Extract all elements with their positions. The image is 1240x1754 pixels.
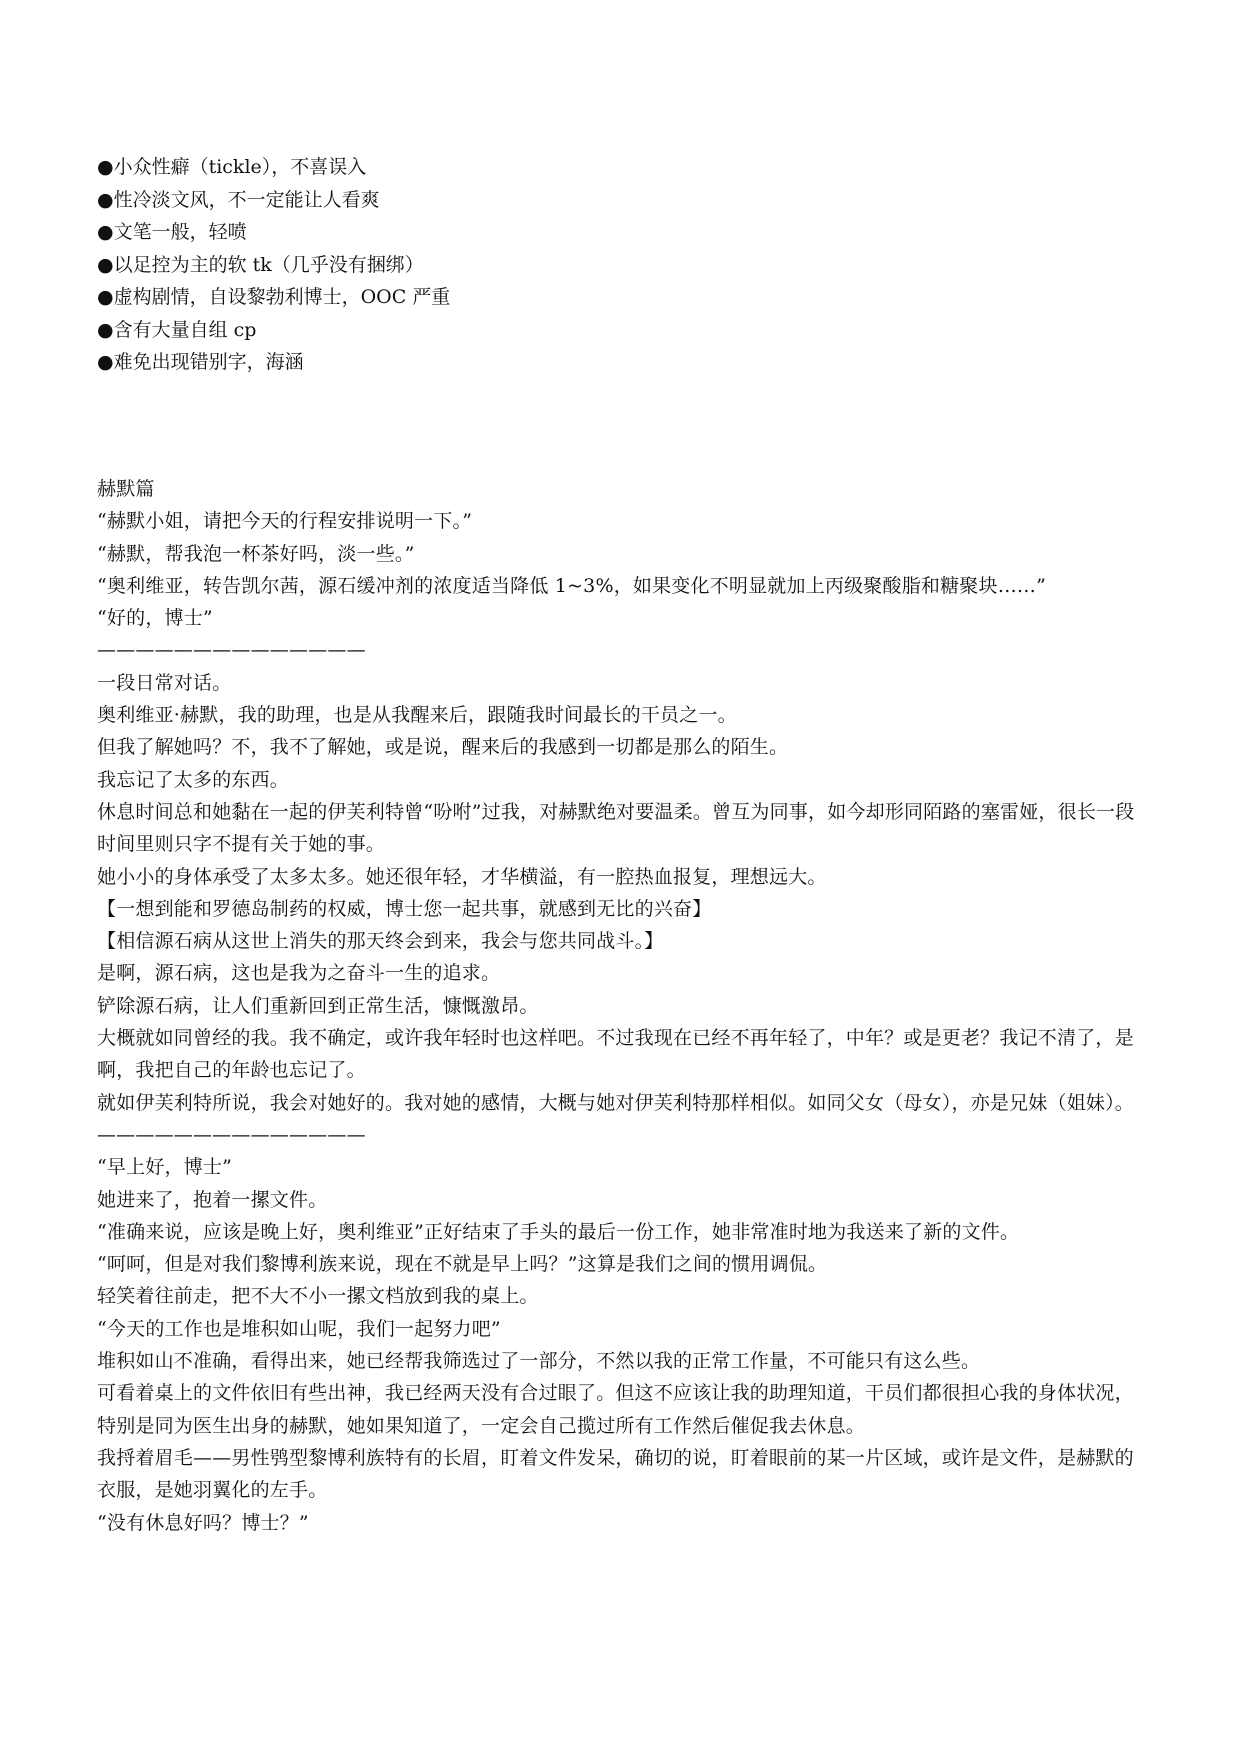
paragraph: 铲除源石病，让人们重新回到正常生活，慷慨激昂。: [97, 994, 539, 1017]
paragraph: 她进来了，抱着一摞文件。: [97, 1188, 328, 1211]
paragraph: 她小小的身体承受了太多太多。她还很年轻，才华横溢，有一腔热血报复，理想远大。: [97, 865, 827, 888]
paragraph: 堆积如山不准确，看得出来，她已经帮我筛选过了一部分，不然以我的正常工作量，不可能只有这么些。: [97, 1350, 981, 1373]
paragraph: 但我了解她吗？不，我不了解她，或是说，醒来后的我感到一切都是那么的陌生。: [97, 736, 789, 759]
paragraph: “赫默，帮我泡一杯茶好吗，淡一些。”: [97, 542, 415, 565]
paragraph: “好的，博士”: [97, 607, 213, 630]
paragraph: “准确来说，应该是晚上好，奥利维亚”正好结束了手头的最后一份工作，她非常准时地为我送来了新的文件。: [97, 1220, 1020, 1243]
paragraph: “呵呵，但是对我们黎博利族来说，现在不就是早上吗？”这算是我们之间的惯用调侃。: [97, 1253, 828, 1276]
paragraph: 【一想到能和罗德岛制药的权威，博士您一起共事，就感到无比的兴奋】: [97, 897, 712, 920]
story-body: [97, 473, 1147, 1539]
paragraph: 我忘记了太多的东西。: [97, 768, 290, 791]
warning-item: ●以足控为主的软 tk（几乎没有捆绑）: [97, 253, 424, 276]
paragraph: 大概就如同曾经的我。我不确定，或许我年轻时也这样吧。不过我现在已经不再年轻了，中年？或是更老？我记不清了，是啊，我把自己的年龄也忘记了。: [97, 1027, 1134, 1082]
warning-item: ●性冷淡文风，不一定能让人看爽: [97, 188, 380, 211]
paragraph: 可看着桌上的文件依旧有些出神，我已经两天没有合过眼了。但这不应该让我的助理知道，干员们都很担心我的身体状况，特别是同为医生出身的赫默，她如果知道了，一定会自己揽过所有工作然后催促我去休息。: [97, 1382, 1134, 1437]
paragraph: 【相信源石病从这世上消失的那天终会到来，我会与您共同战斗。】: [97, 930, 664, 953]
paragraph: “赫默小姐，请把今天的行程安排说明一下。”: [97, 510, 473, 533]
paragraph: “没有休息好吗？博士？”: [97, 1511, 309, 1534]
warning-item: ●虚构剧情，自设黎勃利博士，OOC 严重: [97, 286, 451, 308]
paragraph: 我捋着眉毛——男性鸮型黎博利族特有的长眉，盯着文件发呆，确切的说，盯着眼前的某一片区域，或许是文件，是赫默的衣服，是她羽翼化的左手。: [97, 1446, 1134, 1502]
warning-item: ●含有大量自组 cp: [97, 318, 257, 341]
chapter-title: 赫默篇: [97, 478, 155, 500]
paragraph: 就如伊芙利特所说，我会对她好的。我对她的感情，大概与她对伊芙利特那样相似。如同父女（母女），亦是兄妹（姐妹）。: [97, 1091, 1135, 1114]
divider: ——————————————: [97, 1123, 366, 1146]
paragraph: 奥利维亚·赫默，我的助理，也是从我醒来后，跟随我时间最长的干员之一。: [97, 704, 737, 727]
paragraph: 休息时间总和她黏在一起的伊芙利特曾“吩咐”过我，对赫默绝对要温柔。曾互为同事，如今却形同陌路的塞雷娅，很长一段时间里则只字不提有关于她的事。: [97, 800, 1135, 856]
paragraph: 轻笑着往前走，把不大不小一摞文档放到我的桌上。: [97, 1285, 539, 1308]
paragraph: “今天的工作也是堆积如山呢，我们一起努力吧”: [97, 1317, 501, 1340]
warning-item: ●小众性癖（tickle），不喜误入: [97, 156, 367, 178]
paragraph: “早上好，博士”: [97, 1156, 233, 1179]
paragraph: “奥利维亚，转告凯尔茜，源石缓冲剂的浓度适当降低 1~3%，如果变化不明显就加上丙级聚酸脂和糖聚块……”: [97, 574, 1047, 597]
divider: ——————————————: [97, 639, 366, 662]
warning-item: ●文笔一般，轻喷: [97, 221, 247, 243]
paragraph: 是啊，源石病，这也是我为之奋斗一生的追求。: [97, 962, 501, 985]
warning-list: [97, 151, 1147, 379]
warning-item: ●难免出现错别字，海涵: [97, 351, 304, 373]
paragraph: 一段日常对话。: [97, 671, 232, 694]
